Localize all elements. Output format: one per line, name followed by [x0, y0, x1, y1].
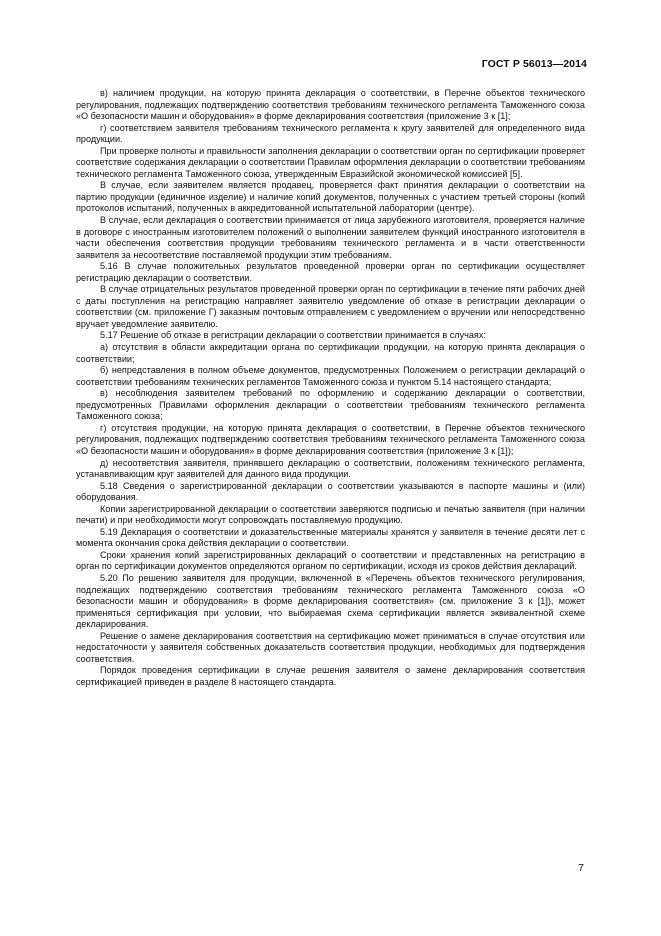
page-number: 7: [578, 862, 584, 874]
paragraph-completeness-check: При проверке полноты и правильности заполнения декларации о соответствии орган по сертификации проверяет соответствие содержания декларации о соответствии Правилам оформления декларации о соответствии требованиям технического регламента Таможенного союза, утвержденным Евразийской экономической комиссией [5].: [76, 145, 585, 179]
paragraph-5-18-passport: 5.18 Сведения о зарегистрированной декларации о соответствии указываются в паспорте машины и (или) оборудования.: [76, 480, 585, 503]
paragraph-5-19-storage: 5.19 Декларация о соответствии и доказательственные материалы хранятся у заявителя в течение десяти лет с момента окончания срока действия декларации о соответствии.: [76, 526, 585, 549]
paragraph-refusal-item-v: в) несоблюдения заявителем требований по оформлению и содержанию декларации о соответствии, предусмотренных Правилами оформления декларации о соответствии требованиям технического регламента Таможенного союза;: [76, 388, 585, 422]
paragraph-refusal-item-a: а) отсутствия в области аккредитации органа по сертификации продукции, на которую принята декларация о соответствии;: [76, 342, 585, 364]
paragraph-5-16-registration: 5.16 В случае положительных результатов проведенной проверки орган по сертификации осуществляет регистрацию декларации о соответствии.: [76, 261, 585, 283]
paragraph-certified-copies: Копии зарегистрированной декларации о соответствии заверяются подписью и печатью заявителя (при наличии печати) и при необходимости могут сопровождать поставляемую продукцию.: [76, 503, 585, 526]
paragraph-item-v-declared-product: в) наличием продукции, на которую принята декларация о соответствии, в Перечне объектов технического регулирования, подлежащих подтверждению соответствия требованиям технического регламента Таможенного союза «О безопасности машин и оборудования» в форме декларирования соответствия (приложение 3 к [1];: [76, 88, 585, 122]
paragraph-negative-results: В случае отрицательных результатов проведенной проверки орган по сертификации в течение пяти рабочих дней с даты поступления на регистрацию направляет заявителю уведомление об отказе в регистрации декларации о соответствии (см. приложение Г) заказным почтовым отправлением с уведомлением о вручении или непосредственно вручает уведомление заявителю.: [76, 284, 585, 329]
paragraph-refusal-item-g: г) отсутствия продукции, на которую принята декларация о соответствии, в Перечне объектов технического регулирования, подлежащих подтверждению соответствия требованиям технического регламента Таможенного союза «О безопасности машин и оборудования» в форме декларирования соответствия (приложение 3 к [1]);: [76, 422, 585, 456]
document-body: [76, 88, 585, 688]
paragraph-item-g-applicant-conformity: г) соответствием заявителя требованиям технического регламента к кругу заявителей для определенного вида продукции.: [76, 122, 585, 145]
paragraph-refusal-item-d: д) несоответствия заявителя, принявшего декларацию о соответствии, положениям технического регламента, устанавливающим круг заявителей для данного вида продукции.: [76, 457, 585, 480]
paragraph-seller-applicant: В случае, если заявителем является продавец, проверяется факт принятия декларации о соответствии на партию продукции (единичное изделие) и наличие копий документов, полученных с участием третьей стороны (копий протоколов испытаний, полученных в аккредитованной испытательной лаборатории (центре).: [76, 180, 585, 214]
paragraph-certification-procedure: Порядок проведения сертификации в случае решения заявителя о замене декларирования соответствия сертификацией приведен в разделе 8 настоящего стандарта.: [76, 665, 585, 687]
paragraph-replacement-decision: Решение о замене декларирования соответствия на сертификацию может приниматься в случае отсутствия или недостаточности у заявителя собственных доказательств соответствия продукции, необходимых для подтверждения соответствия.: [76, 630, 585, 664]
paragraph-storage-terms: Сроки хранения копий зарегистрированных деклараций о соответствии и представленных на регистрацию в орган по сертификации документов определяются органом по сертификации, исходя из сроков действия деклараций.: [76, 549, 585, 572]
paragraph-refusal-item-b: б) непредставления в полном объеме документов, предусмотренных Положением о регистрации деклараций о соответствии требованиям технических регламентов Таможенного союза и пунктом 5.14 настоящего стандарта;: [76, 365, 585, 387]
document-header-standard-code: ГОСТ Р 56013—2014: [481, 58, 587, 70]
paragraph-5-20-certification: 5.20 По решению заявителя для продукции, включенной в «Перечень объектов технического регулирования, подлежащих подтверждению соответствия требованиям технического регламента Таможенного союза «О безопасности машин и оборудования» в форме декларирования соответствия» (см. приложение 3 к [1]), может применяться сертификация при условии, что выбираемая схема сертификации является эквивалентной схеме декларирования.: [76, 572, 585, 630]
paragraph-5-17-refusal: 5.17 Решение об отказе в регистрации декларации о соответствии принимается в случаях:: [100, 330, 486, 341]
paragraph-foreign-manufacturer: В случае, если декларация о соответствии принимается от лица зарубежного изготовителя, проверяется наличие в договоре с иностранным изготовителем положений о выполнении заявителем функций иностранного изготовителя в части обеспечения соответствия продукции требованиям технического регламента и в части ответственности заявителя за несоответствие поставляемой продукции этим требованиям.: [76, 215, 585, 260]
